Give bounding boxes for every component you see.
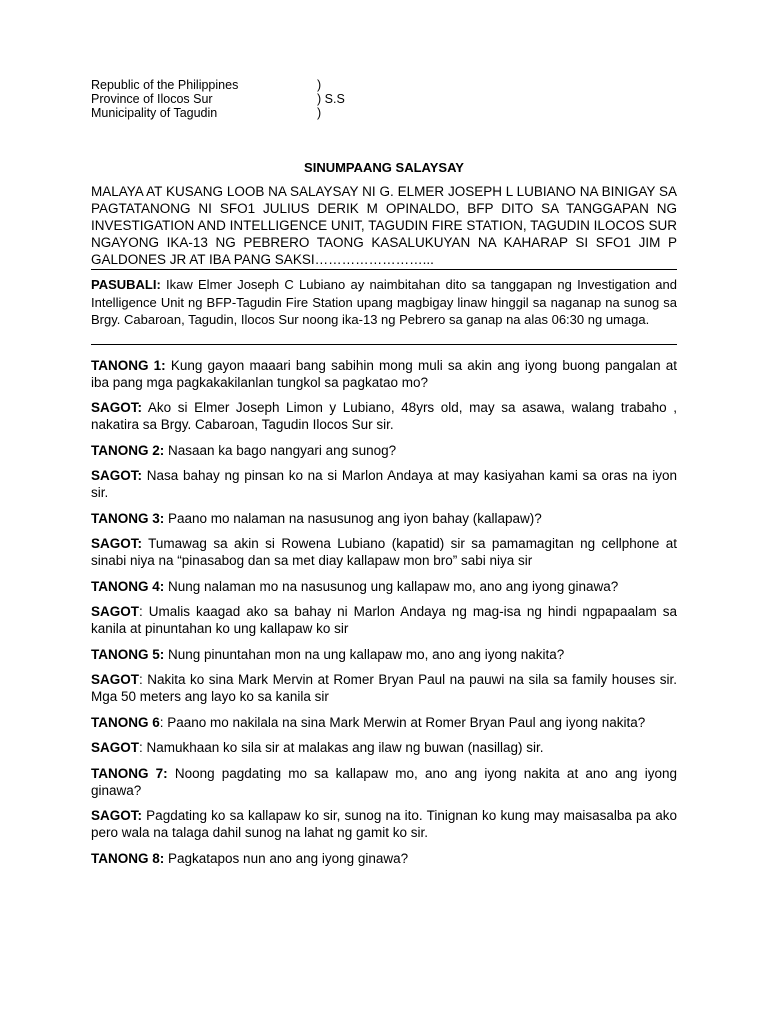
header-right: ) [317,78,322,92]
qa-item [91,467,677,501]
affidavit-page [91,78,677,875]
qa-text: Pagdating ko sa kallapaw ko sir, sunog na ito. Tinignan ko kung may maisasalba pa ako pero wala na talaga dahil sunog na lahat ng gamit ko sir. [91,808,677,840]
document-title: SINUMPAANG SALAYSAY [304,160,464,175]
qa-text: Nasaan ka bago nangyari ang sunog? [164,442,397,458]
qa-item [91,739,677,756]
header-left: Republic of the Philippines [91,78,239,92]
qa-label: SAGOT: [91,536,143,551]
qa-text: Nasa bahay ng pinsan ko na si Marlon Andaya at may kasiyahan kami sa oras na iyon sir. [91,468,677,500]
qa-item [91,671,677,705]
qa-text: : Nakita ko sina Mark Mervin at Romer Bryan Paul na pauwi na sila sa family houses sir. Mga 50 meters ang layo ko sa kanila sir [91,672,677,704]
qa-item [91,399,677,433]
qa-label: SAGOT: [91,400,143,415]
header-line [91,78,677,92]
qa-label: SAGOT: [91,468,143,483]
intro-dots: ……………………... [314,252,434,267]
intro-statement [91,183,677,270]
header-left: Province of Ilocos Sur [91,92,213,106]
pasubali-paragraph [91,276,677,329]
header-right: ) S.S [317,92,345,106]
qa-text: Nung nalaman mo na nasusunog ung kallapaw mo, ano ang iyong ginawa? [164,578,619,594]
qa-text: Pagkatapos nun ano ang iyong ginawa? [164,850,409,866]
qa-label: SAGOT: [91,808,143,823]
qa-text: : Umalis kaagad ako sa bahay ni Marlon Andaya ng mag-isa ng hindi ngpapaalam sa kanila at pinuntahan ko ung kallapaw ko sir [91,604,677,636]
document-header [91,78,677,120]
qa-item [91,807,677,841]
qa-item [91,850,677,867]
qa-item [91,765,677,799]
pasubali-text: Ikaw Elmer Joseph C Lubiano ay naimbitahan dito sa tanggapan ng Investigation and Intelligence Unit ng BFP-Tagudin Fire Station upang magbigay linaw hinggil sa naganap na sunog sa Brgy. Cabaroan, Tagudin, Ilocos Sur noong ika-13 ng Pebrero sa ganap na alas 06:30 ng umaga. [91,277,677,327]
qa-text: : Paano mo nakilala na sina Mark Merwin at Romer Bryan Paul ang iyong nakita? [159,714,646,730]
pasubali-label: PASUBALI: [91,277,161,292]
qa-label: TANONG 5: [91,646,165,662]
header-line [91,92,677,106]
qa-text: Tumawag sa akin si Rowena Lubiano (kapatid) sir sa pamamagitan ng cellphone at sinabi niya na “pinasabog dan sa met diay kallapaw mon bro” sabi niya sir [91,536,677,568]
header-left: Municipality of Tagudin [91,106,218,120]
qa-item [91,357,677,391]
qa-item [91,535,677,569]
qa-label: SAGOT [91,672,140,687]
header-right: ) [317,106,322,120]
qa-label: TANONG 3: [91,510,165,526]
qa-label: SAGOT [91,740,140,755]
qa-text: Kung gayon maaari bang sabihin mong muli sa akin ang iyong buong pangalan at iba pang mga pagkakakilanlan tungkol sa pagkatao mo? [91,357,677,390]
section-divider [91,344,677,345]
qa-item [91,578,677,595]
header-line [91,106,677,120]
qa-text: Ako si Elmer Joseph Limon y Lubiano, 48yrs old, may sa asawa, walang trabaho , nakatira sa Brgy. Cabaroan, Tagudin Ilocos Sur sir. [91,400,677,432]
qa-text: : Namukhaan ko sila sir at malakas ang ilaw ng buwan (nasillag) sir. [139,740,544,755]
qa-item [91,646,677,663]
qa-label: TANONG 8: [91,850,165,866]
intro-text: MALAYA AT KUSANG LOOB NA SALAYSAY NI G. ELMER JOSEPH L LUBIANO NA BINIGAY SA PAGTATANONG NI SFO1 JULIUS DERIK M OPINALDO, BFP DITO SA TANGGAPAN NG INVESTIGATION AND INTELLIGENCE UNIT, TAGUDIN FIRE STATION, TAGUDIN ILOCOS SUR NGAYONG IKA-13 NG PEBRERO TAONG KASALUKUYAN NA KAHARAP SI SFO1 JIM P GALDONES JR AT IBA PANG SAKSI [91,184,677,267]
qa-item [91,603,677,637]
qa-label: TANONG 1: [91,357,166,373]
qa-text: Nung pinuntahan mon na ung kallapaw mo, ano ang iyong nakita? [164,646,565,662]
qa-label: TANONG 4: [91,578,165,594]
qa-item [91,714,677,731]
qa-label: TANONG 2: [91,442,165,458]
qa-item [91,442,677,459]
qa-label: SAGOT [91,604,140,619]
qa-label: TANONG 7: [91,765,168,781]
qa-text: Paano mo nalaman na nasusunog ang iyon bahay (kallapaw)? [164,510,542,526]
qa-list [91,357,677,867]
qa-label: TANONG 6 [91,714,160,730]
qa-item [91,510,677,527]
qa-text: Noong pagdating mo sa kallapaw mo, ano ang iyong nakita at ano ang iyong ginawa? [91,765,678,798]
